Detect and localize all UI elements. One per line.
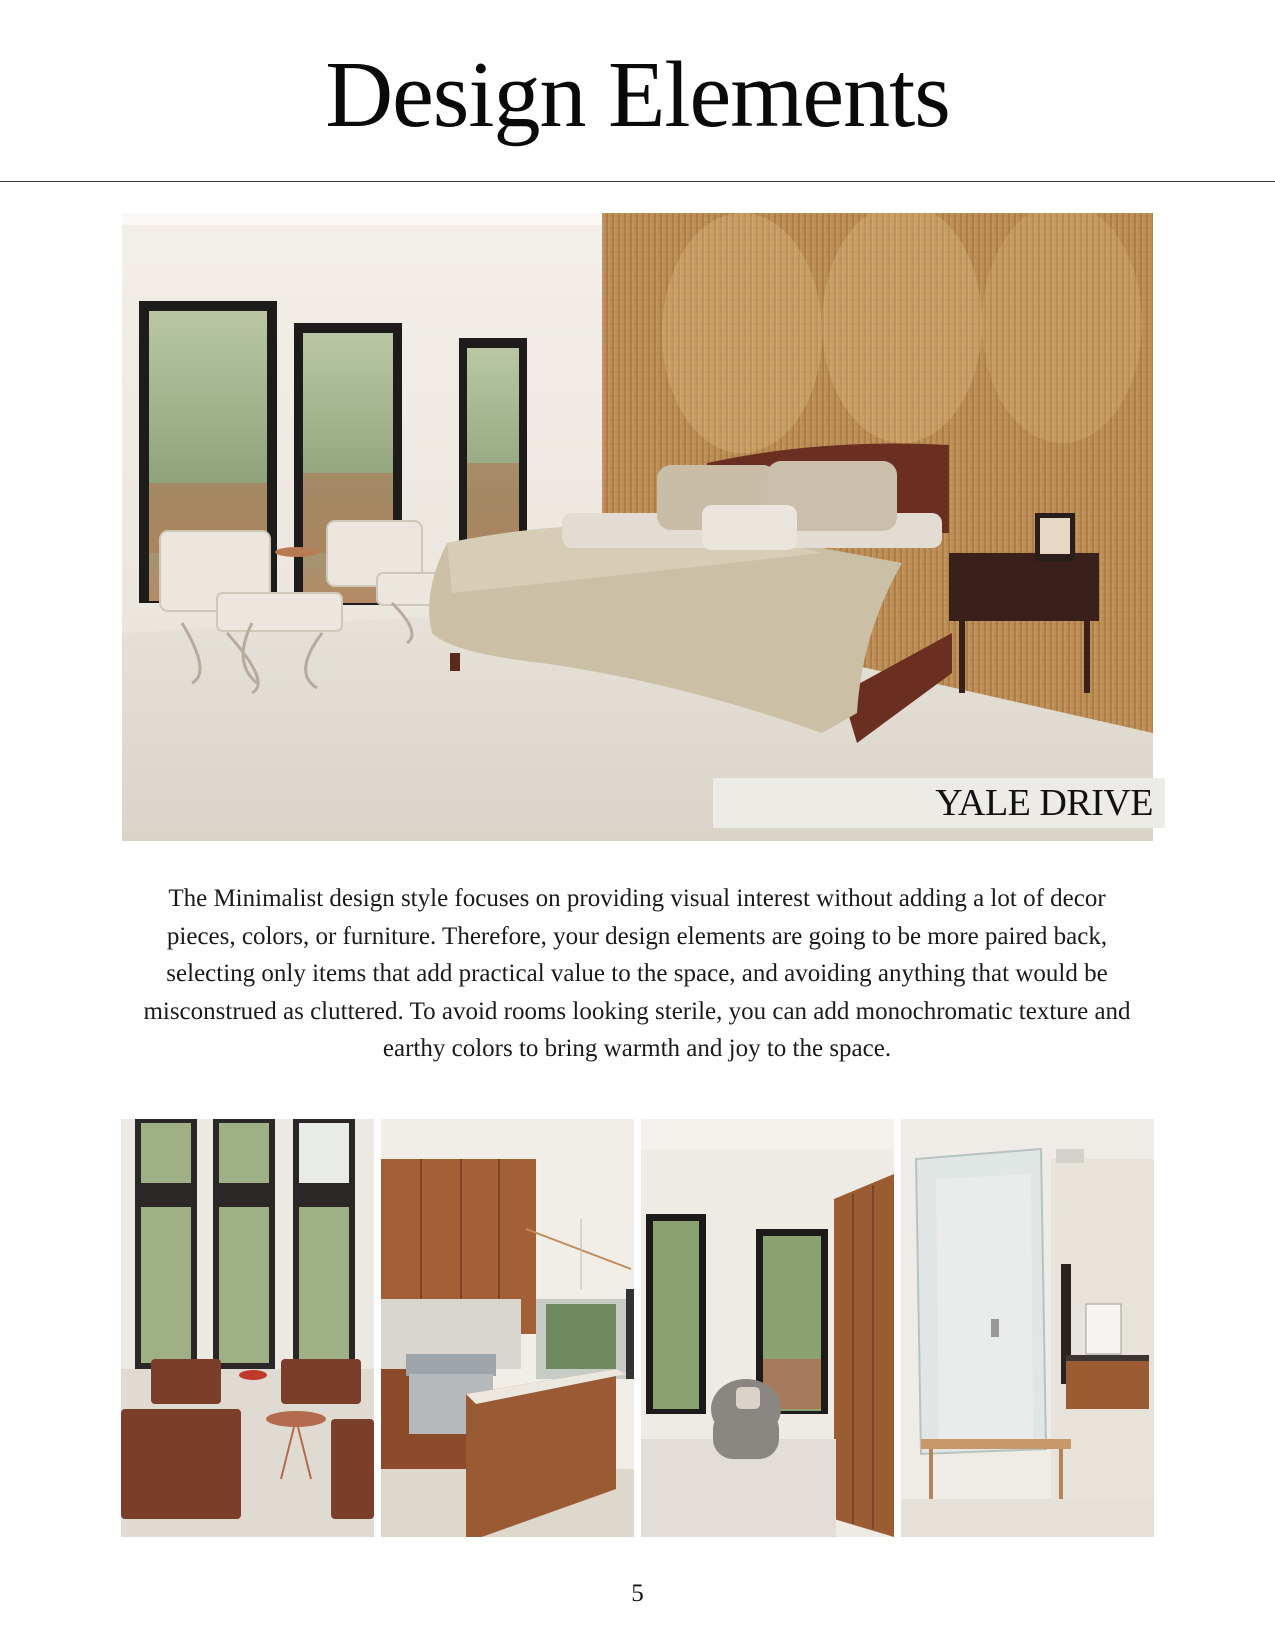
kitchen-photo — [381, 1119, 634, 1537]
bathroom-photo — [901, 1119, 1154, 1537]
body-paragraph: The Minimalist design style focuses on providing visual interest without adding a lot of decor pieces, colors, or furniture. Therefore, your design elements are going to be more paired back, selecting only items that add practical value to the space, and avoiding anything that would be misconstrued as cluttered. To avoid rooms looking sterile, you can add monochromatic texture and earthy colors to bring warmth and joy to the space. — [143, 885, 1131, 1062]
title-divider — [0, 181, 1275, 182]
page-title: Design Elements — [325, 43, 950, 147]
hero-caption: YALE DRIVE — [935, 782, 1153, 824]
page-number: 5 — [631, 1580, 644, 1607]
living-room-photo — [121, 1119, 374, 1537]
dressing-room-photo — [641, 1119, 894, 1537]
hero-caption-box — [713, 778, 1165, 828]
hero-bedroom-photo — [122, 213, 1153, 841]
